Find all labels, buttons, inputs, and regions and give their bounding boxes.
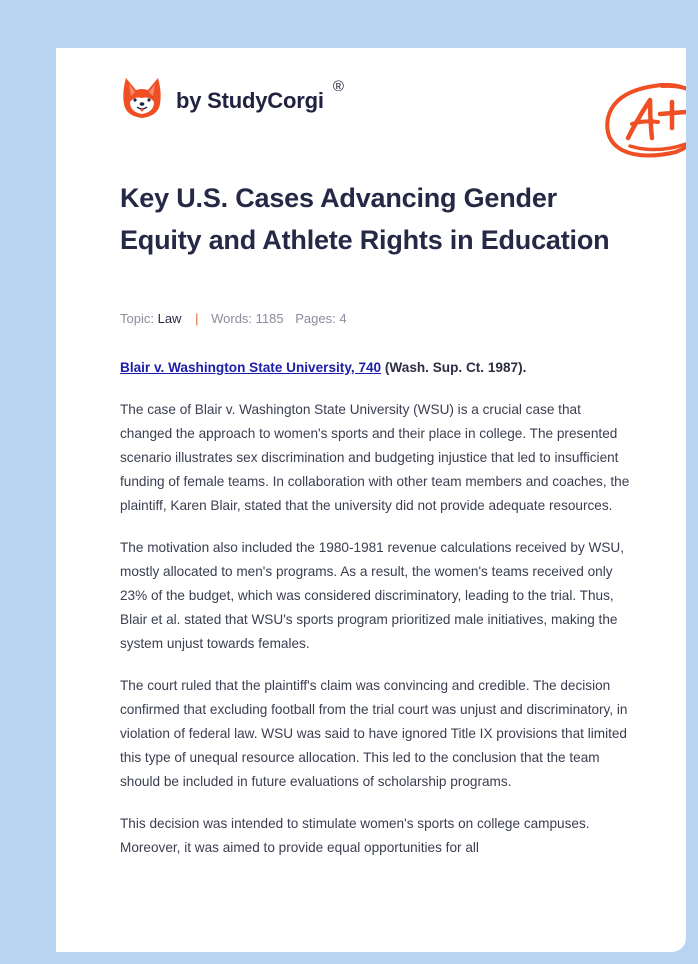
registered-mark: ® (332, 78, 344, 95)
case-citation-link[interactable]: Blair v. Washington State University, 740 (120, 360, 382, 375)
studycorgi-logo[interactable] (122, 76, 344, 120)
article-title: Key U.S. Cases Advancing Gender Equity and Athlete Rights in Education (120, 183, 610, 255)
page-count: Pages: 4 (295, 311, 347, 326)
paragraph: The motivation also included the 1980-1981 revenue calculations received by WSU, mostly allocated to men's programs. As a result, the women's teams received only 23% of the budget, which was considered discriminatory, leading to the trial. Thus, Blair et al. stated that WSU's sports program prioritized male initiatives, making the system unjust towards females. (120, 540, 625, 651)
article-body (120, 356, 634, 878)
header (120, 74, 650, 144)
a-plus-grade-icon (602, 80, 686, 162)
corgi-logo-icon (122, 76, 162, 120)
paragraph: This decision was intended to stimulate women's sports on college campuses. Moreover, it was aimed to provide equal opportunities for all (120, 816, 590, 855)
case-citation (120, 356, 634, 380)
brand-name (176, 78, 344, 114)
case-citation-suffix: (Wash. Sup. Ct. 1987). (381, 360, 527, 375)
meta-separator: | (195, 311, 199, 326)
paragraph: The case of Blair v. Washington State University (WSU) is a crucial case that changed the approach to women's sports and their place in college. The presented scenario illustrates sex discrimination and budgeting injustice that led to insufficient funding of female teams. In collaboration with other team members and coaches, the plaintiff, Karen Blair, stated that the university did not provide adequate resources. (120, 402, 630, 513)
topic-label: Topic: (120, 311, 154, 326)
paragraph: The court ruled that the plaintiff's claim was convincing and credible. The decision confirmed that excluding football from the trial court was unjust and discriminatory, in violation of federal law. WSU was said to have ignored Title IX provisions that limited this type of unequal resource allocation. This led to the conclusion that the team should be included in future evaluations of scholarship programs. (120, 678, 628, 789)
document-card (56, 48, 686, 952)
topic-link[interactable]: Law (157, 311, 182, 326)
word-count: Words: 1185 (211, 311, 284, 326)
brand-name-text: by StudyCorgi (176, 88, 324, 113)
article-meta (120, 311, 347, 326)
